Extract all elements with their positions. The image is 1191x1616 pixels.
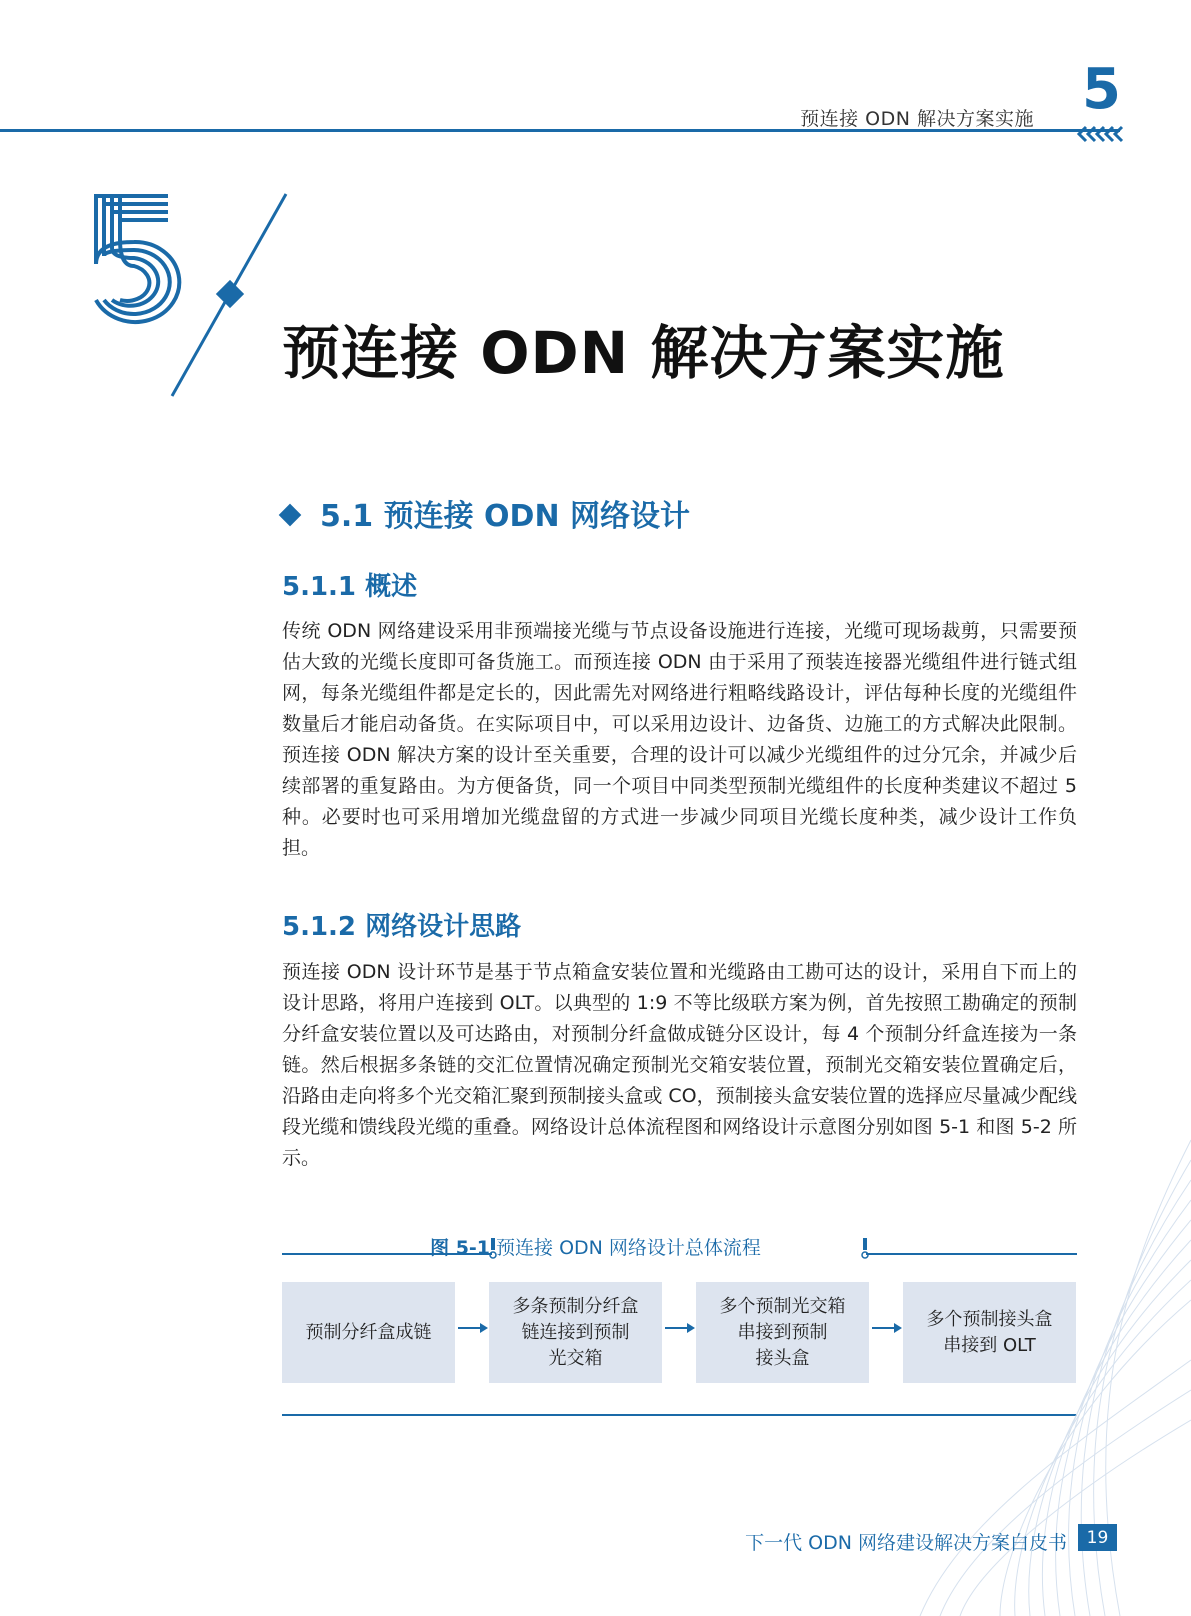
flow-step-1 <box>282 1282 455 1383</box>
header-chapter-number: 5 <box>1082 57 1121 122</box>
running-header-title: 预连接 ODN 解决方案实施 <box>800 108 1034 130</box>
arrow-right-icon <box>458 1322 488 1334</box>
flow-step-line: 多个预制光交箱 <box>719 1295 846 1317</box>
flow-step-2 <box>489 1282 662 1383</box>
diamond-bullet-icon <box>279 503 302 526</box>
flow-step-line: 光交箱 <box>548 1347 603 1369</box>
subsection-heading-design-approach: 5.1.2 网络设计思路 <box>282 912 522 942</box>
flow-step-line: 串接到预制 <box>737 1321 828 1343</box>
flow-step-line: 预制分纤盒成链 <box>305 1321 432 1343</box>
subsection-heading-overview: 5.1.1 概述 <box>282 572 418 602</box>
arrow-right-icon <box>665 1322 695 1334</box>
chevrons-left-icon <box>1076 124 1124 144</box>
flow-step-line: 链连接到预制 <box>521 1321 630 1343</box>
page-number: 19 <box>1078 1524 1117 1551</box>
flow-step-line: 多个预制接头盒 <box>926 1308 1053 1330</box>
flow-step-line: 多条预制分纤盒 <box>512 1295 639 1317</box>
figure-caption-text: 预连接 ODN 网络设计总体流程 <box>496 1237 761 1259</box>
overview-paragraph: 传统 ODN 网络建设采用非预端接光缆与节点设备设施进行连接，光缆可现场裁剪，只需要预估大致的光缆长度即可备货施工。而预连接 ODN 由于采用了预装连接器光缆组件进行链式组网，每条光缆组件都是定长的，因此需先对网络进行粗略线路设计，评估每种长度的光缆组件数量后才能启动备货。在实际项目中，可以采用边设计、边备货、边施工的方式解决此限制。预连接 ODN 解决方案的设计至关重要，合理的设计可以减少光缆组件的过分冗余，并减少后续部署的重复路由。为方便备货，同一个项目中同类型预制光缆组件的长度种类建议不超过 5 种。必要时也可采用增加光缆盘留的方式进一步减少同项目光缆长度种类，减少设计工作负担。 <box>282 620 1077 859</box>
chapter-number-emblem <box>90 192 300 407</box>
design-approach-paragraph: 预连接 ODN 设计环节是基于节点箱盒安装位置和光缆路由工勘可达的设计，采用自下而上的设计思路，将用户连接到 OLT。以典型的 1:9 不等比级联方案为例，首先按照工勘确定的预制分纤盒安装位置以及可达路由，对预制分纤盒做成链分区设计，每 4 个预制分纤盒连接为一条链。然后根据多条链的交汇位置情况确定预制光交箱安装位置，预制光交箱安装位置确定后，沿路由走向将多个光交箱汇聚到预制接头盒或 CO，预制接头盒安装位置的选择应尽量减少配线段光缆和馈线段光缆的重叠。网络设计总体流程图和网络设计示意图分别如图 5-1 和图 5-2 所示。 <box>282 961 1077 1169</box>
flow-step-line: 串接到 OLT <box>943 1334 1036 1356</box>
flow-step-line: 接头盒 <box>755 1347 810 1369</box>
figure-number: 图 5-1 <box>430 1237 491 1259</box>
chapter-title: 预连接 ODN 解决方案实施 <box>282 319 1005 387</box>
flow-step-3 <box>696 1282 869 1383</box>
section-heading-text: 5.1 预连接 ODN 网络设计 <box>320 499 690 534</box>
footer-book-title: 下一代 ODN 网络建设解决方案白皮书 <box>745 1532 1067 1554</box>
section-heading <box>282 491 690 535</box>
